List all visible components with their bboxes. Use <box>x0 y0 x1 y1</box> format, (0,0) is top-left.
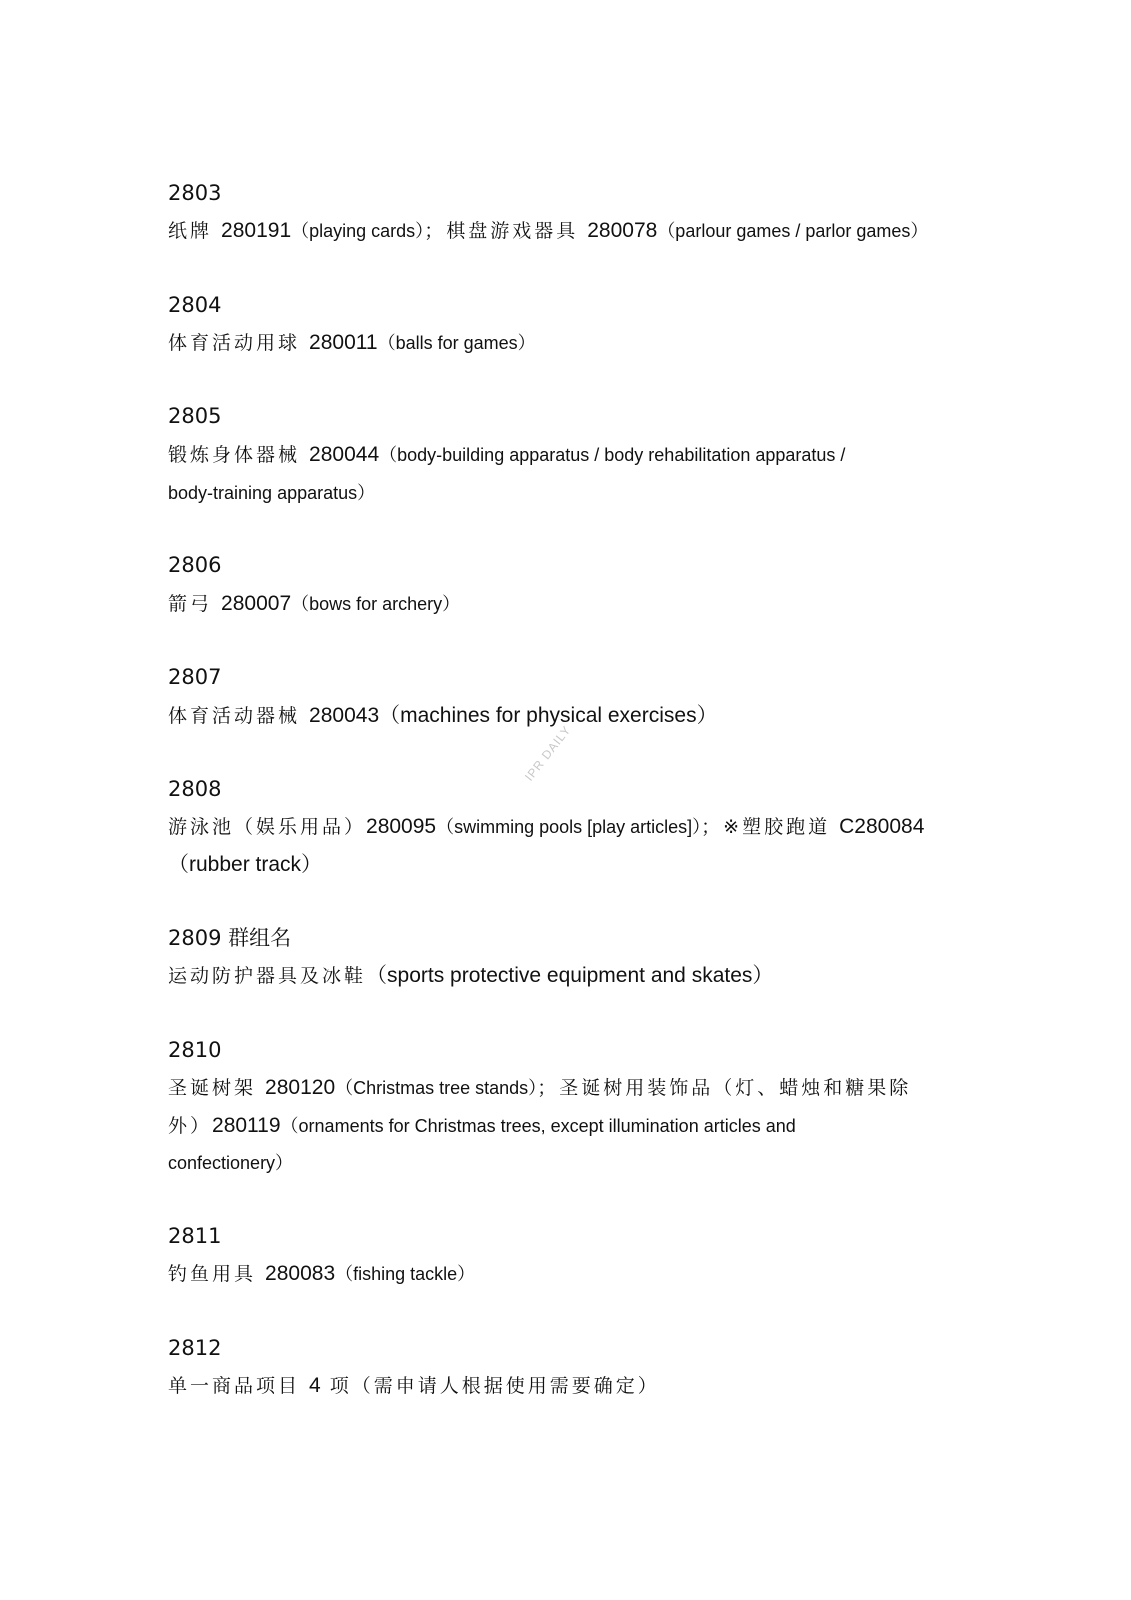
item-number: 4 <box>309 1374 321 1397</box>
subgroup-code: 2804 <box>168 293 222 317</box>
item-number: 280011 <box>309 331 378 354</box>
item-number: 280078 <box>587 219 658 242</box>
item-name-chinese: ；圣诞树用装饰品（灯、蜡烛和糖果除 <box>537 1077 912 1099</box>
subgroup-code: 2809 群组名 <box>168 926 292 950</box>
subgroup-code: 2807 <box>168 665 222 689</box>
subgroup-code: 2808 <box>168 777 222 801</box>
item-name-english: （swimming pools [play articles]） <box>436 817 702 837</box>
item-name-chinese: 体育活动用球 <box>168 332 310 354</box>
item-name-chinese: 外） <box>168 1115 213 1137</box>
item-name-chinese: 锻炼身体器械 <box>168 444 310 466</box>
item-name-english: （parlour games / parlor games） <box>657 221 929 241</box>
item-name-chinese: ；※塑胶跑道 <box>701 816 840 838</box>
item-name-english: confectionery） <box>168 1153 294 1173</box>
subgroup-item-line <box>168 1371 660 1400</box>
subgroup-item-line <box>168 850 322 879</box>
item-number: 280095 <box>366 815 437 838</box>
item-number: 280083 <box>265 1262 336 1285</box>
item-name-chinese: 圣诞树架 <box>168 1077 266 1099</box>
item-name-english: （ornaments for Christmas trees, except illumination articles and <box>280 1116 796 1136</box>
subgroup-item-line <box>168 1148 293 1177</box>
item-number: 280191 <box>221 219 292 242</box>
subgroup-item-line <box>168 812 924 841</box>
item-name-chinese: 项（需申请人根据使用需要确定） <box>320 1375 660 1397</box>
item-name-english: （balls for games） <box>377 333 536 353</box>
subgroup-item-line <box>168 328 536 357</box>
item-name-english: （rubber track） <box>168 853 323 876</box>
item-number: 280007 <box>221 592 292 615</box>
item-name-english: （body-building apparatus / body rehabilitation apparatus / <box>379 445 846 465</box>
subgroup-code: 2805 <box>168 404 222 428</box>
item-name-english: （playing cards） <box>291 221 425 241</box>
item-name-chinese: ；棋盘游戏器具 <box>424 220 588 242</box>
item-name-english: body-training apparatus） <box>168 483 376 503</box>
item-name-chinese: 箭弓 <box>168 593 222 615</box>
subgroup-item-line <box>168 440 845 469</box>
item-name-chinese: 体育活动器械 <box>168 705 310 727</box>
subgroup-code: 2812 <box>168 1336 222 1360</box>
subgroup-code: 2810 <box>168 1038 222 1062</box>
subgroup-item-line <box>168 478 375 507</box>
subgroup-item-line <box>168 1073 911 1102</box>
item-name-chinese: 游泳池（娱乐用品） <box>168 816 367 838</box>
item-name-chinese: 单一商品项目 <box>168 1375 310 1397</box>
subgroup-code: 2803 <box>168 181 222 205</box>
subgroup-item-line <box>168 216 928 245</box>
subgroup-item-line <box>168 589 460 618</box>
subgroup-code: 2811 <box>168 1224 222 1248</box>
item-name-english: （sports protective equipment and skates） <box>366 964 774 987</box>
item-name-english: （machines for physical exercises） <box>379 704 718 727</box>
item-number: 280043 <box>309 704 380 727</box>
item-number: 280120 <box>265 1076 336 1099</box>
item-name-chinese: 钓鱼用具 <box>168 1263 266 1285</box>
subgroup-item-line <box>168 961 773 990</box>
item-number: 280119 <box>212 1114 281 1137</box>
item-name-english: （fishing tackle） <box>335 1264 476 1284</box>
item-number: C280084 <box>839 815 925 838</box>
subgroup-item-line <box>168 1259 475 1288</box>
subgroup-code: 2806 <box>168 553 222 577</box>
item-name-english: （Christmas tree stands） <box>335 1078 538 1098</box>
watermark: IPR DAILY <box>522 722 574 784</box>
item-number: 280044 <box>309 443 380 466</box>
subgroup-item-line <box>168 1111 796 1140</box>
subgroup-item-line <box>168 701 718 730</box>
item-name-chinese: 纸牌 <box>168 220 222 242</box>
item-name-english: （bows for archery） <box>291 594 461 614</box>
item-name-chinese: 运动防护器具及冰鞋 <box>168 965 367 987</box>
